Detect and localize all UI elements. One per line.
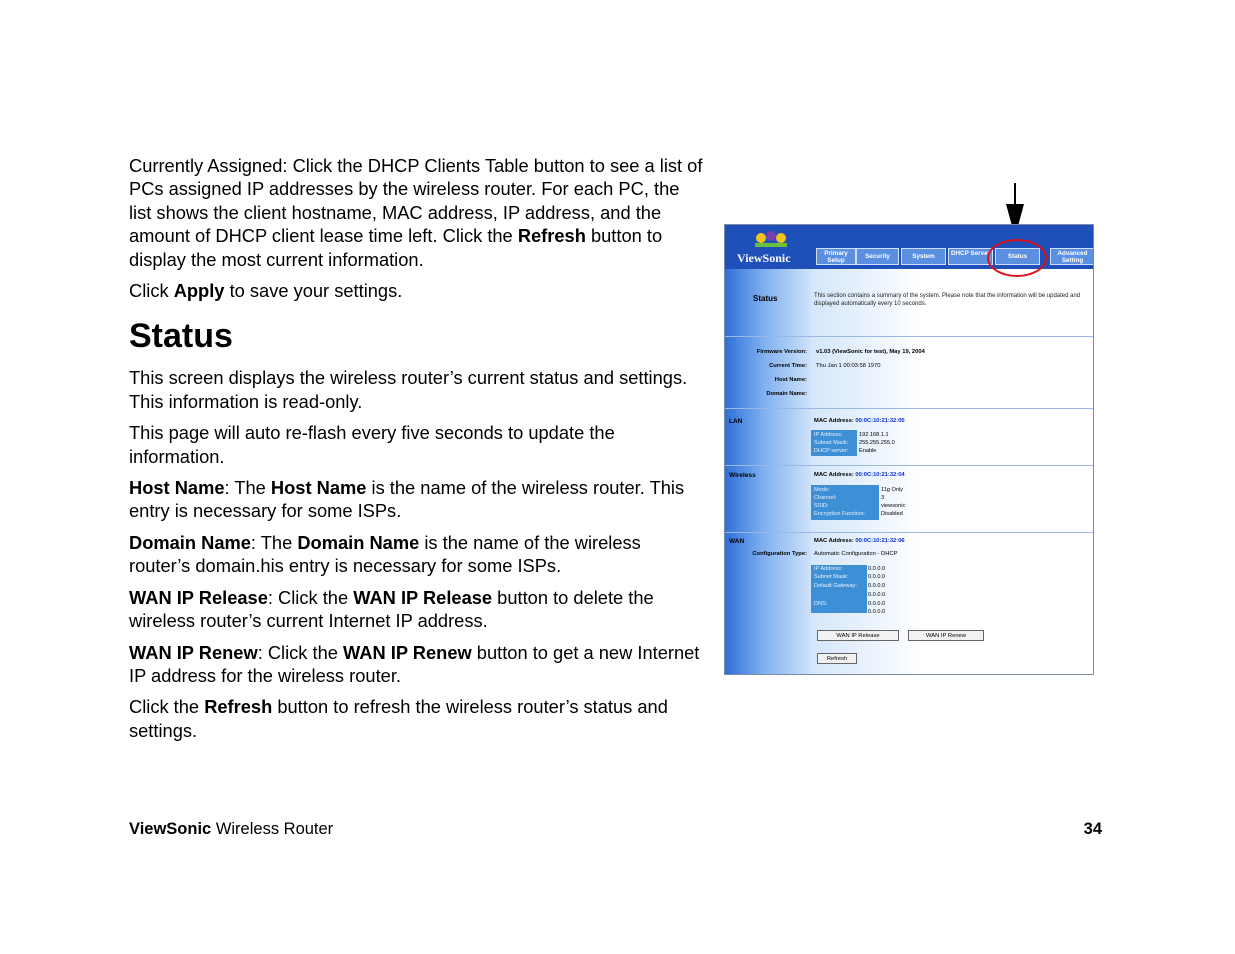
- paragraph-auto-refresh: [129, 421, 704, 468]
- text-run: Currently Assigned: Click the DHCP Clients Table button to see a list of PCs assigned IP addresses by the wireless router. For each PC, the list shows the client hostname, MAC address, IP address, and the amount of DHCP client lease time left. Click the: [129, 155, 703, 247]
- footer-title: [129, 820, 333, 839]
- status-description: This section contains a summary of the system. Please note that the information will be updated and displayed automatically every 10 seconds.: [814, 293, 1081, 307]
- bold-term: Host Name: [270, 477, 367, 499]
- router-status-screenshot: [724, 224, 1094, 675]
- lan-label: LAN: [729, 418, 743, 425]
- viewsonic-birds-icon: [753, 229, 789, 249]
- paragraph-host-name: [129, 476, 704, 523]
- text-run: button to refresh the wireless router’s status and settings.: [129, 696, 668, 741]
- refresh-button[interactable]: Refresh: [817, 653, 857, 664]
- footer-brand: ViewSonic: [129, 820, 212, 838]
- wan-ip-renew-button[interactable]: WAN IP Renew: [908, 630, 984, 641]
- logo-text: ViewSonic: [737, 251, 791, 265]
- wan-label: WAN: [729, 538, 745, 545]
- tab-primary-setup[interactable]: Primary Setup: [816, 248, 856, 265]
- paragraph-status-intro: [129, 366, 704, 413]
- bold-term: Domain Name: [129, 531, 251, 553]
- bold-term: WAN IP Renew: [343, 641, 472, 663]
- text-run: : Click the: [257, 641, 344, 663]
- section-heading: Status: [129, 317, 233, 356]
- config-type-label: Configuration Type:: [752, 551, 807, 557]
- text-run: button to delete the wireless router’s current Internet IP address.: [129, 586, 654, 632]
- wireless-channel-value: 3: [881, 495, 885, 501]
- wireless-ssid-label: SSID:: [814, 503, 829, 509]
- bold-term: WAN IP Release: [353, 586, 493, 608]
- footer-product: Wireless Router: [211, 820, 334, 838]
- firmware-value: v1.03 (ViewSonic for test), May 19, 2004: [816, 349, 925, 355]
- bold-term: Refresh: [517, 225, 586, 247]
- wan-mask-label: Subnet Mask:: [814, 574, 849, 580]
- lan-mac-value: 00:0C:10:21:32:05: [855, 418, 905, 424]
- bold-term: Apply: [173, 280, 225, 302]
- mac-label: MAC Address:: [814, 538, 854, 544]
- wireless-mode-label: Mode:: [814, 487, 830, 493]
- text-run: is the name of the wireless router’s domain.his entry is necessary for some ISPs.: [129, 531, 641, 577]
- page-number: 34: [1083, 820, 1102, 838]
- divider: [725, 408, 1093, 409]
- wan-mask-value: 0.0.0.0: [868, 574, 886, 580]
- text-run: to save your settings.: [224, 280, 403, 302]
- divider: [725, 336, 1093, 337]
- lan-mac-row: [814, 418, 905, 424]
- lan-mask-value: 255.255.255.0: [859, 440, 895, 446]
- text-run: button to get a new Internet IP address for the wireless router.: [129, 641, 700, 686]
- text-run: Click: [129, 280, 174, 302]
- tab-status[interactable]: Status: [995, 248, 1040, 265]
- wan-extra-value: 0.0.0.0: [868, 592, 886, 598]
- mac-label: MAC Address:: [814, 418, 854, 424]
- sidebar: [725, 225, 811, 674]
- bold-term: Domain Name: [297, 531, 420, 553]
- wireless-mac-value: 00:0C:10:21:32:04: [855, 472, 905, 478]
- status-highlight-circle: [987, 239, 1047, 277]
- bold-term: Refresh: [204, 696, 273, 718]
- text-run: This page will auto re-flash every five seconds to update the information.: [129, 422, 615, 467]
- firmware-label: Firmware Version:: [756, 349, 807, 355]
- wireless-mode-value: 11g Only: [881, 487, 903, 493]
- divider: [725, 465, 1093, 466]
- lan-ip-value: 192.168.1.1: [859, 432, 889, 438]
- paragraph-domain-name: [129, 531, 704, 578]
- wireless-mac-row: [814, 472, 905, 478]
- wan-gateway-label: Default Gateway:: [814, 583, 857, 589]
- mac-label: MAC Address:: [814, 472, 854, 478]
- tab-security[interactable]: Security: [856, 248, 899, 265]
- text-run: Click the: [129, 696, 205, 718]
- current-time-label: Current Time:: [769, 363, 807, 369]
- config-type-value: Automatic Configuration - DHCP: [814, 551, 898, 557]
- paragraph-apply: [129, 279, 704, 302]
- wan-mac-row: [814, 538, 905, 544]
- status-label: Status: [753, 294, 778, 303]
- wan-gateway-value: 0.0.0.0: [868, 583, 886, 589]
- paragraph-wan-ip-renew: [129, 641, 704, 688]
- text-run: This screen displays the wireless router’s current status and settings. This information is read-only.: [129, 367, 688, 412]
- wireless-label: Wireless: [729, 472, 756, 479]
- wan-dns2-value: 0.0.0.0: [868, 609, 886, 615]
- wan-dns-value: 0.0.0.0: [868, 601, 886, 607]
- current-time-value: Thu Jan 1 00:03:58 1970: [816, 363, 881, 369]
- wireless-ssid-value: viewsonic: [881, 503, 906, 509]
- text-run: : The: [224, 477, 271, 499]
- wireless-encryption-value: Disabled: [881, 511, 903, 517]
- bold-term: WAN IP Renew: [129, 641, 258, 663]
- paragraph-wan-ip-release: [129, 586, 704, 633]
- paragraph-refresh: [129, 695, 704, 742]
- paragraph-currently-assigned: [129, 154, 704, 271]
- wireless-channel-label: Channel:: [814, 495, 837, 501]
- lan-dhcp-label: DHCP server:: [814, 448, 849, 454]
- text-run: : Click the: [267, 586, 354, 608]
- tab-dhcp-server[interactable]: DHCP Server: [948, 248, 993, 265]
- tab-system[interactable]: System: [901, 248, 946, 265]
- lan-mask-label: Subnet Mask:: [814, 440, 849, 446]
- bold-term: Host Name: [129, 477, 225, 499]
- tab-advanced-setting[interactable]: Advanced Setting: [1050, 248, 1094, 265]
- domain-name-label: Domain Name:: [766, 391, 807, 397]
- wan-ip-release-button[interactable]: WAN IP Release: [817, 630, 899, 641]
- text-run: : The: [250, 531, 298, 553]
- text-run: button to display the most current information.: [129, 225, 663, 270]
- wan-ip-label: IP Address:: [814, 566, 843, 572]
- lan-dhcp-value: Enable: [859, 448, 877, 454]
- wireless-encryption-label: Encryption Function:: [814, 511, 865, 517]
- wan-mac-value: 00:0C:10:21:32:06: [855, 538, 905, 544]
- manual-text-column: [129, 154, 704, 750]
- text-run: is the name of the wireless router. This entry is necessary for some ISPs.: [129, 477, 685, 522]
- wan-ip-value: 0.0.0.0: [868, 566, 886, 572]
- lan-ip-label: IP Address:: [814, 432, 843, 438]
- host-name-label: Host Name:: [774, 377, 807, 383]
- divider: [725, 532, 1093, 533]
- bold-term: WAN IP Release: [129, 586, 268, 608]
- wan-dns-label: DNS:: [814, 601, 828, 607]
